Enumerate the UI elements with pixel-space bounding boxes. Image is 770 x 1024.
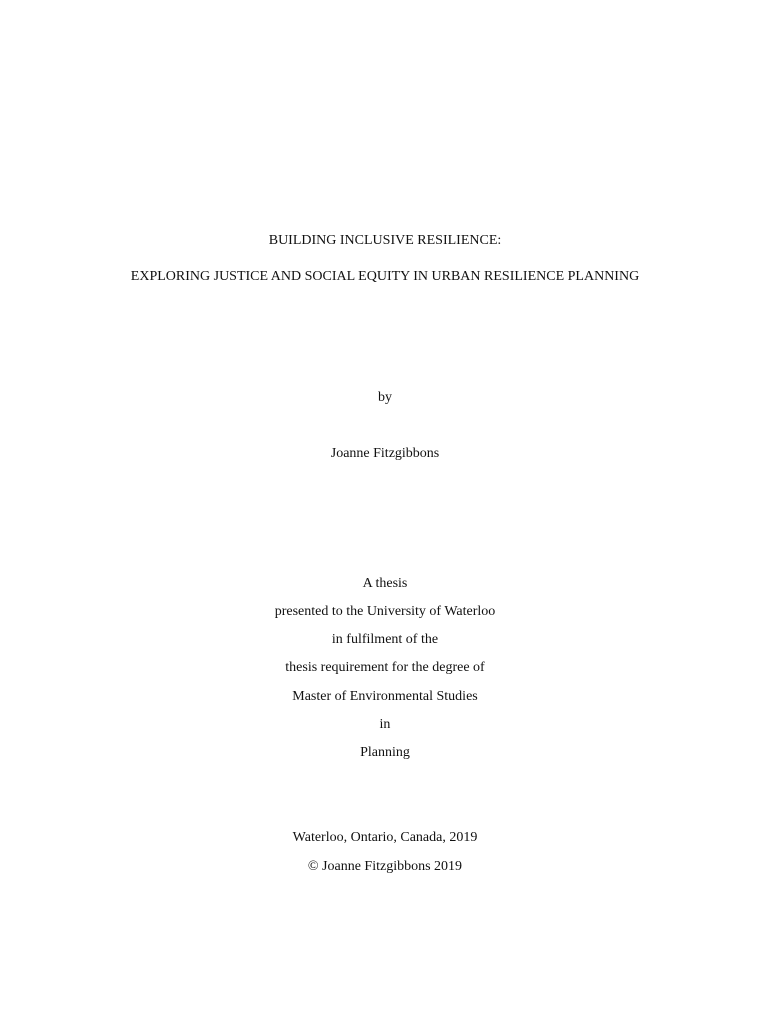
thesis-statement-line: thesis requirement for the degree of: [285, 660, 485, 675]
thesis-title-line-2: EXPLORING JUSTICE AND SOCIAL EQUITY IN URBAN RESILIENCE PLANNING: [130, 269, 640, 284]
author-name: Joanne Fitzgibbons: [330, 446, 440, 461]
thesis-statement-line: in: [379, 717, 391, 732]
copyright-notice: © Joanne Fitzgibbons 2019: [307, 859, 463, 874]
program-name: Planning: [360, 745, 410, 760]
degree-name: Master of Environmental Studies: [292, 689, 478, 704]
thesis-statement-line: A thesis: [362, 576, 408, 591]
thesis-title-line-1: BUILDING INCLUSIVE RESILIENCE:: [268, 233, 502, 248]
by-label: by: [378, 390, 392, 405]
location-year: Waterloo, Ontario, Canada, 2019: [292, 830, 478, 845]
thesis-statement-line: presented to the University of Waterloo: [274, 604, 496, 619]
thesis-statement-line: in fulfilment of the: [331, 632, 439, 647]
